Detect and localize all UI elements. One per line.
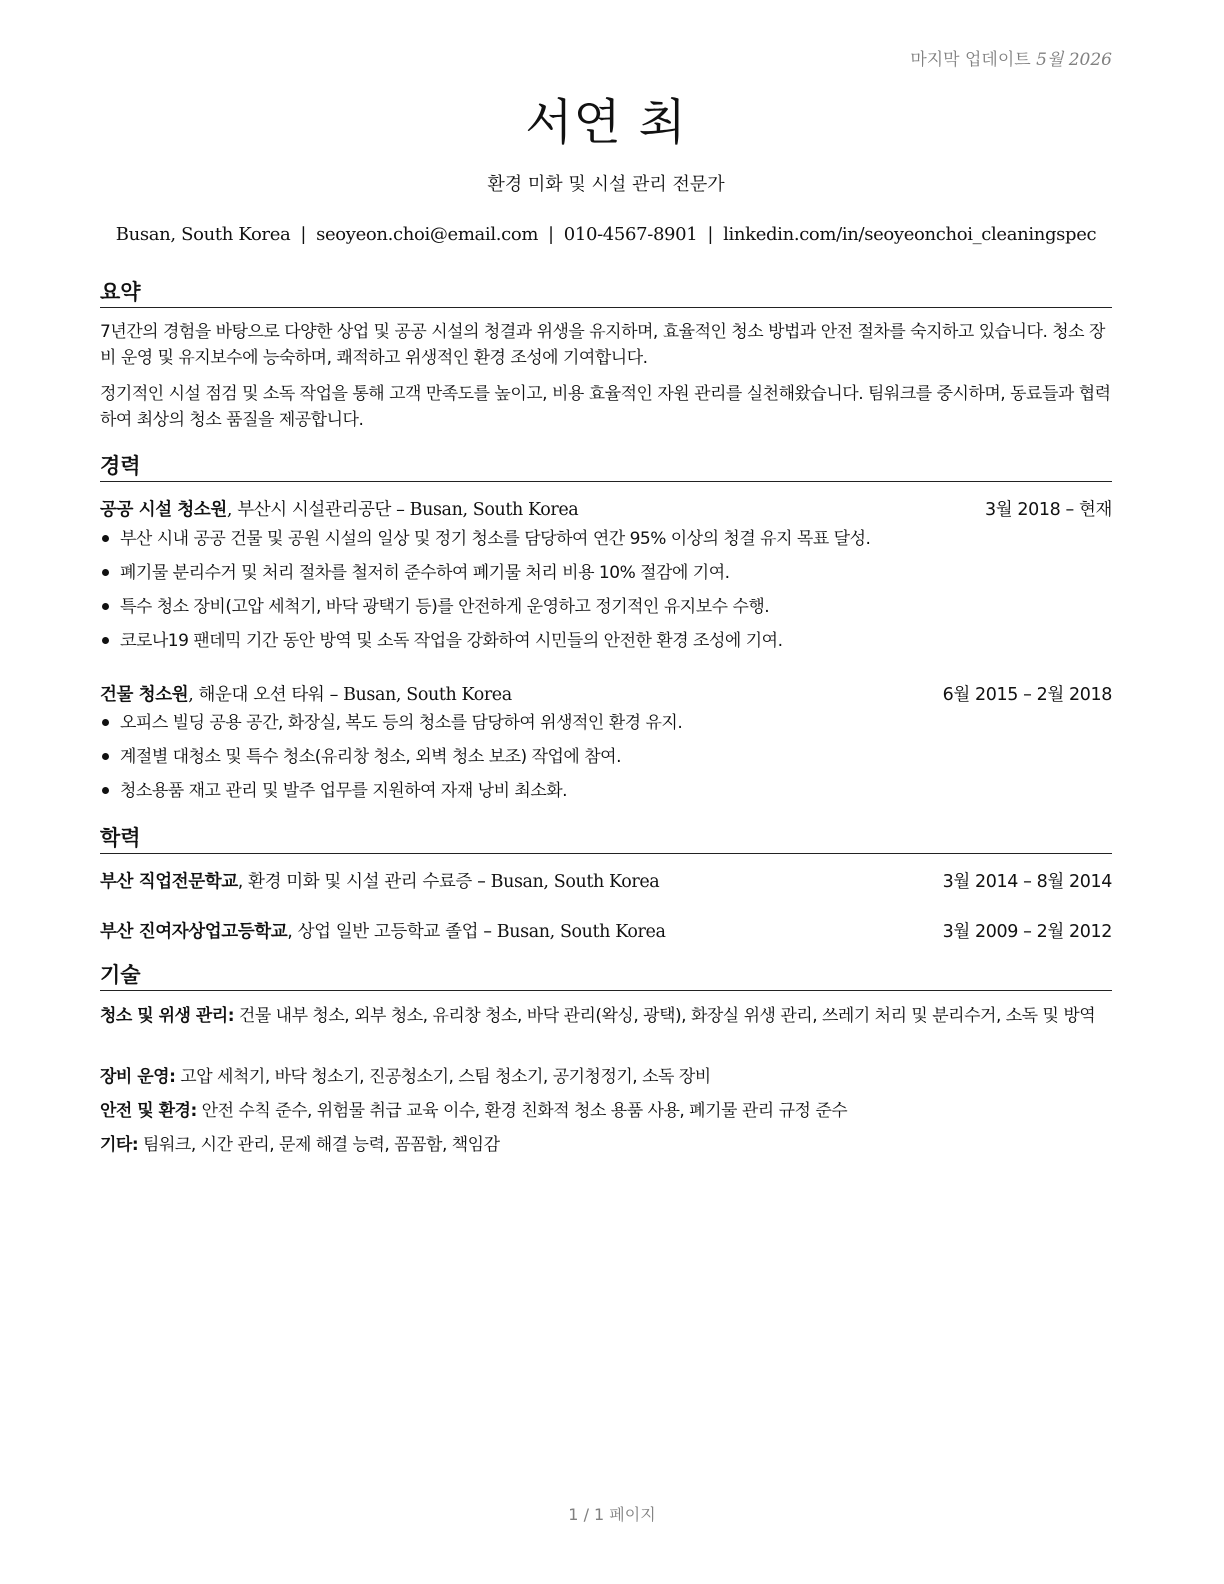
contact-separator: | — [707, 224, 714, 245]
education-location: Busan, South Korea — [490, 872, 660, 892]
education-detail: , 상업 일반 고등학교 졸업 – — [287, 922, 497, 942]
bullet-dot-icon — [102, 787, 109, 794]
education-row — [100, 918, 1112, 943]
skill-row — [100, 1132, 1112, 1158]
job-bullet — [100, 710, 1112, 744]
bullet-dot-icon — [102, 535, 109, 542]
education-school: 부산 진여자상업고등학교 — [100, 922, 288, 942]
last-updated-month: 5월 — [1036, 50, 1064, 70]
last-updated — [910, 45, 1112, 70]
skill-label: 장비 운영: — [100, 1067, 176, 1087]
contact-email[interactable]: seoyeon.choi@email.com — [316, 224, 539, 245]
job-bullet-text: 특수 청소 장비(고압 세척기, 바닥 광택기 등)를 안전하게 운영하고 정기적인 유지보수 수행. — [120, 597, 770, 617]
candidate-name: 서연 최 — [525, 94, 687, 151]
skill-text: 안전 수칙 준수, 위험물 취급 교육 이수, 환경 친화적 청소 용품 사용, 폐기물 관리 규정 준수 — [196, 1101, 848, 1121]
contact-location: Busan, South Korea — [115, 224, 291, 245]
skill-label: 기타: — [100, 1135, 139, 1155]
job-dates: 3월 2018 – 현재 — [984, 500, 1112, 520]
education-school: 부산 직업전문학교 — [100, 872, 238, 892]
job-org: , 해운대 오션 타워 – — [188, 685, 344, 705]
bullet-dot-icon — [102, 719, 109, 726]
skill-row — [100, 1064, 1112, 1090]
last-updated-year: 2026 — [1063, 50, 1112, 70]
job-bullet — [100, 526, 1112, 560]
bullet-dot-icon — [102, 603, 109, 610]
section-title-education: 학력 — [100, 822, 1112, 854]
job-bullet — [100, 628, 1112, 662]
summary-paragraph: 7년간의 경험을 바탕으로 다양한 상업 및 공공 시설의 청결과 위생을 유지하며, 효율적인 청소 방법과 안전 절차를 숙지하고 있습니다. 청소 장비 운영 및 유지보수에 능숙하며, 쾌적하고 위생적인 환경 조성에 기여합니다. — [100, 322, 1105, 368]
skill-row — [100, 1098, 1112, 1124]
job-header — [100, 681, 1112, 706]
job-org: , 부산시 시설관리공단 – — [226, 500, 410, 520]
page-number: 1 / 1 페이지 — [568, 1505, 656, 1524]
job-bullet-text: 계절별 대청소 및 특수 청소(유리창 청소, 외벽 청소 보조) 작업에 참여. — [120, 747, 622, 767]
bullet-dot-icon — [102, 569, 109, 576]
job-header — [100, 496, 1112, 521]
education-detail: , 환경 미화 및 시설 관리 수료증 – — [237, 872, 491, 892]
job-bullet — [100, 744, 1112, 778]
contact-separator: | — [300, 224, 307, 245]
contact-separator: | — [548, 224, 554, 245]
last-updated-prefix: 마지막 업데이트 — [910, 50, 1037, 70]
bullet-dot-icon — [102, 637, 109, 644]
skill-text: 고압 세척기, 바닥 청소기, 진공청소기, 스팀 청소기, 공기청정기, 소독 장비 — [175, 1067, 711, 1087]
job-location: Busan, South Korea — [343, 685, 512, 705]
job-bullet — [100, 560, 1112, 594]
job-role: 건물 청소원 — [100, 685, 189, 705]
candidate-headline: 환경 미화 및 시설 관리 전문가 — [487, 174, 725, 195]
section-title-skills: 기술 — [100, 959, 1112, 991]
job-bullets — [100, 710, 1112, 812]
job-bullet-text: 오피스 빌딩 공용 공간, 화장실, 복도 등의 청소를 담당하여 위생적인 환경 유지. — [120, 713, 683, 733]
contact-line — [100, 224, 1112, 245]
job-bullet-text: 코로나19 팬데믹 기간 동안 방역 및 소독 작업을 강화하여 시민들의 안전한 환경 조성에 기여. — [120, 631, 783, 651]
contact-linkedin[interactable]: linkedin.com/in/seoyeonchoi_cleaningspec — [723, 224, 1097, 245]
job-dates: 6월 2015 – 2월 2018 — [942, 685, 1112, 705]
skill-row — [100, 1003, 1112, 1029]
education-row — [100, 868, 1112, 893]
job-bullet-text: 청소용품 재고 관리 및 발주 업무를 지원하여 자재 낭비 최소화. — [120, 781, 568, 801]
job-location: Busan, South Korea — [409, 500, 579, 520]
skill-text: 팀워크, 시간 관리, 문제 해결 능력, 꼼꼼함, 책임감 — [138, 1135, 500, 1155]
job-bullet-text: 부산 시내 공공 건물 및 공원 시설의 일상 및 정기 청소를 담당하여 연간 95% 이상의 청결 유지 목표 달성. — [120, 529, 871, 549]
job-role: 공공 시설 청소원 — [100, 500, 227, 520]
contact-phone: 010-4567-8901 — [563, 224, 698, 245]
education-dates: 3월 2009 – 2월 2012 — [942, 922, 1112, 942]
section-title-experience: 경력 — [100, 450, 1112, 482]
education-dates: 3월 2014 – 8월 2014 — [942, 872, 1112, 892]
section-title-summary: 요약 — [100, 276, 1112, 308]
job-bullet-text: 폐기물 분리수거 및 처리 절차를 철저히 준수하여 폐기물 처리 비용 10% 절감에 기여. — [120, 563, 730, 583]
skill-text: 건물 내부 청소, 외부 청소, 유리창 청소, 바닥 관리(왁싱, 광택), 화장실 위생 관리, 쓰레기 처리 및 분리수거, 소독 및 방역 — [234, 1006, 1096, 1026]
education-location: Busan, South Korea — [496, 922, 666, 942]
job-bullet — [100, 778, 1112, 812]
skill-label: 청소 및 위생 관리: — [100, 1006, 235, 1026]
job-bullets — [100, 526, 1112, 662]
skill-label: 안전 및 환경: — [100, 1101, 197, 1121]
job-bullet — [100, 594, 1112, 628]
summary-paragraph: 정기적인 시설 점검 및 소독 작업을 통해 고객 만족도를 높이고, 비용 효율적인 자원 관리를 실천해왔습니다. 팀워크를 중시하며, 동료들과 협력하여 최상의 청소 품질을 제공합니다. — [100, 384, 1111, 430]
bullet-dot-icon — [102, 753, 109, 760]
